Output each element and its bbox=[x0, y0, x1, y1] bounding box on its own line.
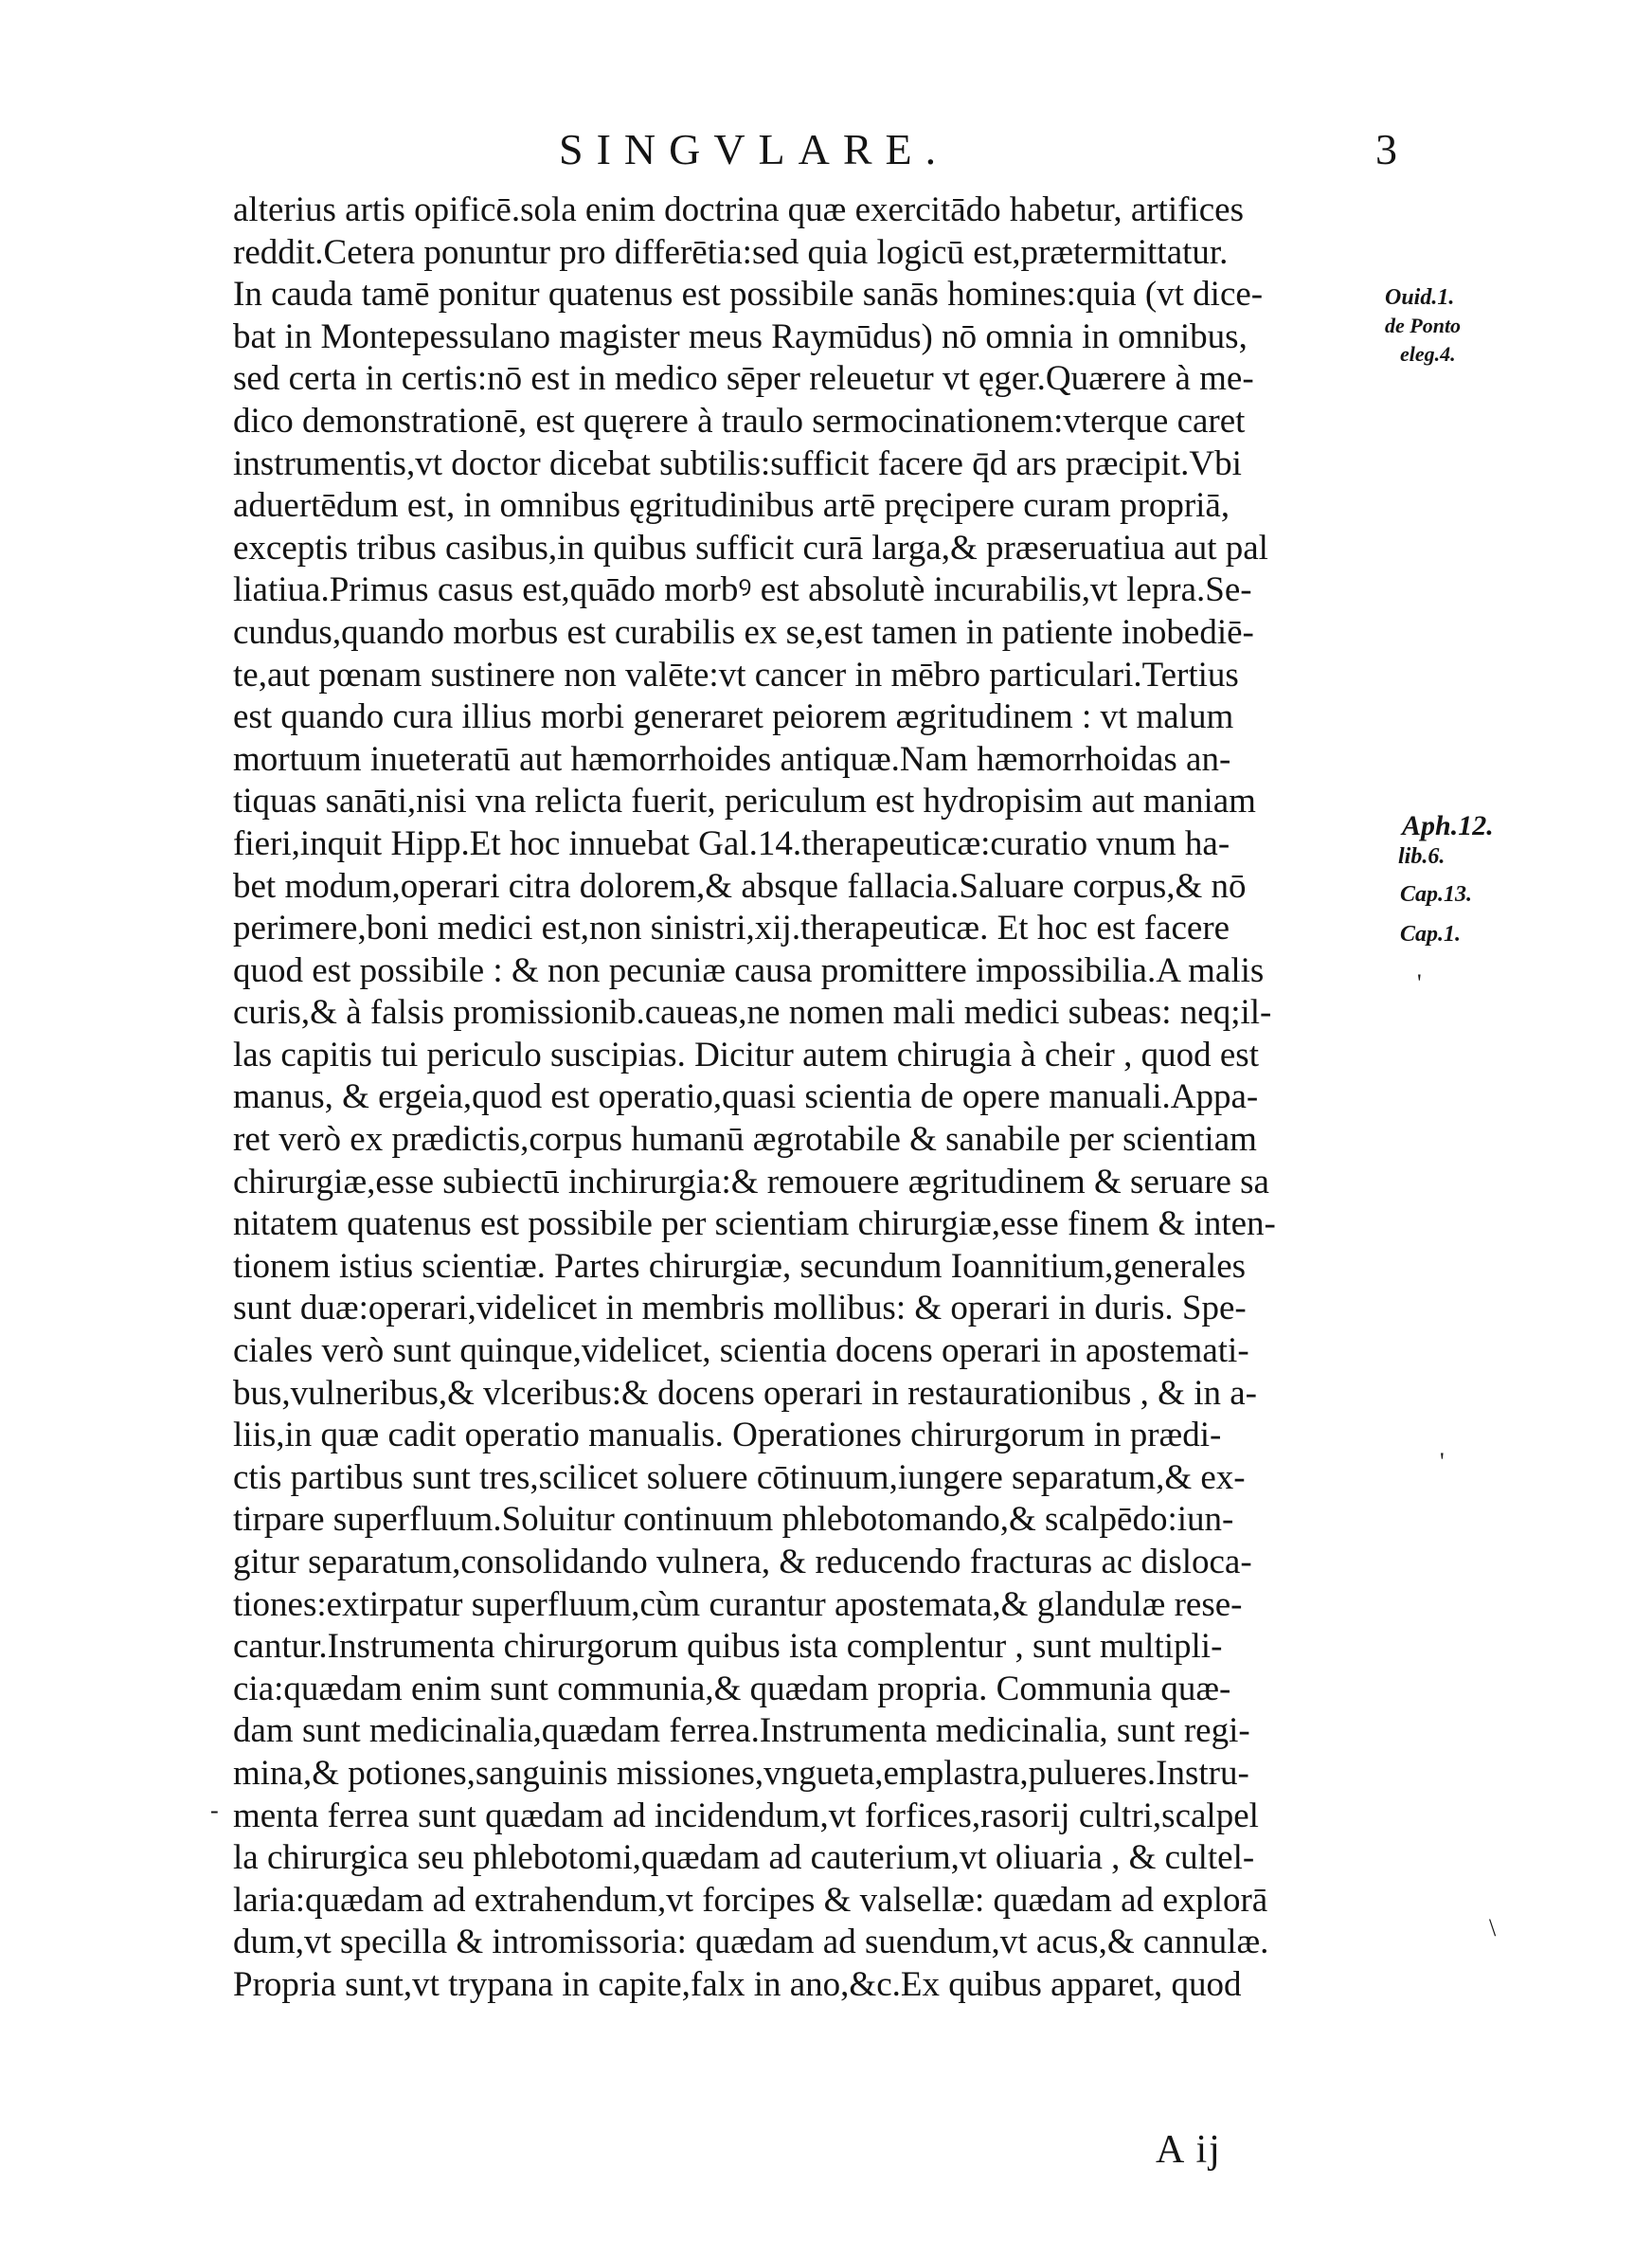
body-text bbox=[233, 190, 1398, 2007]
text-line: mortuum inueteratū aut hæmorrhoides antiquæ.Nam hæmorrhoidas an- bbox=[233, 739, 1231, 779]
text-line: cundus,quando morbus est curabilis ex se,est tamen in patiente inobediē- bbox=[233, 612, 1254, 652]
text-line: te,aut pœnam sustinere non valēte:vt cancer in mēbro particulari.Tertius bbox=[233, 655, 1239, 695]
marginal-note: Cap.13. bbox=[1400, 882, 1473, 907]
running-head bbox=[0, 121, 1652, 178]
stray-mark: \ bbox=[1489, 1914, 1497, 1941]
marginal-note: lib.6. bbox=[1398, 844, 1446, 869]
page-number: 3 bbox=[1375, 125, 1397, 173]
text-line: cia:quædam enim sunt communia,& quædam propria. Communia quæ- bbox=[233, 1669, 1231, 1708]
text-line: ciales verò sunt quinque,videlicet, scientia docens operari in apostemati- bbox=[233, 1331, 1249, 1371]
stray-mark: ' bbox=[1417, 969, 1422, 997]
text-line: mina,& potiones,sanguinis missiones,vngueta,emplastra,pulueres.Instru- bbox=[233, 1753, 1249, 1793]
text-line: curis,& à falsis promissionib.caueas,ne nomen mali medici subeas: neq;il- bbox=[233, 993, 1272, 1033]
text-line: sed certa in certis:nō est in medico sēper releuetur vt ęger.Quærere à me- bbox=[233, 359, 1254, 399]
text-line: dam sunt medicinalia,quædam ferrea.Instrumenta medicinalia, sunt regi- bbox=[233, 1711, 1250, 1751]
text-line: gitur separatum,consolidando vulnera, & reducendo fracturas ac disloca- bbox=[233, 1543, 1252, 1581]
text-line: instrumentis,vt doctor dicebat subtilis:sufficit facere q̄d ars præcipit.Vbi bbox=[233, 443, 1242, 483]
text-line: In cauda tamē ponitur quatenus est possibile sanās homines:quia (vt dice- bbox=[233, 275, 1264, 315]
text-line: cantur.Instrumenta chirurgorum quibus ista complentur , sunt multipli- bbox=[233, 1627, 1223, 1667]
marginal-note: Cap.1. bbox=[1400, 922, 1462, 947]
marginal-note: eleg.4. bbox=[1400, 342, 1456, 366]
text-line: la chirurgica seu phlebotomi,quædam ad cauterium,vt oliuaria , & cultel- bbox=[233, 1838, 1255, 1878]
text-line: tiquas sanāti,nisi vna relicta fuerit, periculum est hydropisim aut maniam bbox=[233, 782, 1256, 822]
stray-mark: - bbox=[210, 1797, 219, 1824]
text-line: dum,vt specilla & intromissoria: quædam ad suendum,vt acus,& cannulæ. bbox=[233, 1923, 1269, 1962]
text-line: dico demonstrationē, est quęrere à traulo sermocinationem:vterque caret bbox=[233, 401, 1246, 441]
text-line: exceptis tribus casibus,in quibus sufficit curā larga,& præseruatiua aut pal bbox=[233, 528, 1268, 568]
text-line: tionem istius scientiæ. Partes chirurgiæ, secundum Ioannitium,generales bbox=[233, 1246, 1247, 1286]
text-line: tiones:extirpatur superfluum,cùm curantur apostemata,& glandulæ rese- bbox=[233, 1584, 1243, 1624]
text-line: bat in Montepessulano magister meus Raymūdus) nō omnia in omnibus, bbox=[233, 316, 1248, 356]
text-line: alterius artis opificē.sola enim doctrina quæ exercitādo habetur, artifices bbox=[233, 190, 1245, 229]
text-line: chirurgiæ,esse subiectū inchirurgia:& remouere ægritudinem & seruare sa bbox=[233, 1162, 1269, 1201]
signature-mark: A ij bbox=[1156, 2128, 1222, 2172]
text-line: menta ferrea sunt quædam ad incidendum,vt forfices,rasorij cultri,scalpel bbox=[233, 1796, 1259, 1835]
text-line: ret verò ex prædictis,corpus humanū ægrotabile & sanabile per scientiam bbox=[233, 1120, 1257, 1160]
text-line: reddit.Cetera ponuntur pro differētia:sed quia logicū est,prætermittatur. bbox=[233, 232, 1229, 272]
marginal-note: Ouid.1. bbox=[1385, 285, 1455, 310]
text-line: ctis partibus sunt tres,scilicet soluere cōtinuum,iungere separatum,& ex- bbox=[233, 1457, 1246, 1497]
text-line: liatiua.Primus casus est,quādo morbꝰ est absolutè incurabilis,vt lepra.Se- bbox=[233, 570, 1252, 610]
text-line: nitatem quatenus est possibile per scientiam chirurgiæ,esse finem & inten- bbox=[233, 1204, 1276, 1244]
running-title: SINGVLARE. bbox=[559, 125, 950, 173]
text-line: laria:quædam ad extrahendum,vt forcipes & valsellæ: quædam ad explorā bbox=[233, 1880, 1268, 1920]
text-line: manus, & ergeia,quod est operatio,quasi scientia de opere manuali.Appa- bbox=[233, 1077, 1259, 1117]
text-line: bet modum,operari citra dolorem,& absque fallacia.Saluare corpus,& nō bbox=[233, 866, 1247, 906]
text-line: bus,vulneribus,& vlceribus:& docens operari in restaurationibus , & in a- bbox=[233, 1373, 1257, 1413]
text-line: fieri,inquit Hipp.Et hoc innuebat Gal.14.therapeuticæ:curatio vnum ha- bbox=[233, 823, 1230, 863]
marginal-note: de Ponto bbox=[1385, 314, 1462, 337]
stray-mark: ' bbox=[1440, 1448, 1445, 1475]
text-line: tirpare superfluum.Soluitur continuum phlebotomando,& scalpēdo:iun- bbox=[233, 1500, 1234, 1540]
text-line: aduertēdum est, in omnibus ęgritudinibus artē pręcipere curam propriā, bbox=[233, 486, 1230, 526]
text-line: est quando cura illius morbi generaret peiorem ægritudinem : vt malum bbox=[233, 697, 1234, 737]
text-line: perimere,boni medici est,non sinistri,xij.therapeuticæ. Et hoc est facere bbox=[233, 909, 1230, 948]
text-line: las capitis tui periculo suscipias. Dicitur autem chirugia à cheir , quod est bbox=[233, 1035, 1259, 1074]
text-line: Propria sunt,vt trypana in capite,falx in ano,&c.Ex quibus apparet, quod bbox=[233, 1964, 1242, 2004]
text-line: sunt duæ:operari,videlicet in membris mollibus: & operari in duris. Spe- bbox=[233, 1289, 1247, 1328]
text-line: liis,in quæ cadit operatio manualis. Operationes chirurgorum in prædi- bbox=[233, 1416, 1222, 1455]
text-line: quod est possibile : & non pecuniæ causa promittere impossibilia.A malis bbox=[233, 950, 1265, 990]
marginal-note: Aph.12. bbox=[1402, 810, 1494, 841]
